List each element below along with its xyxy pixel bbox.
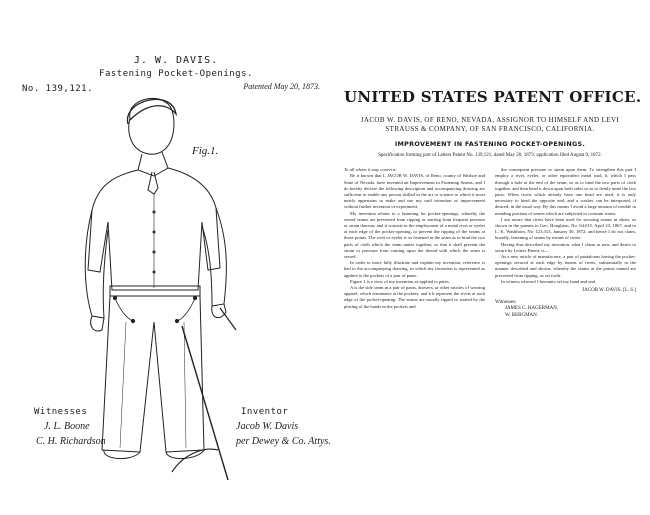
witnesses-heading: Witnesses: [34, 407, 88, 417]
inventor-heading: Inventor: [241, 407, 289, 417]
rivet: [175, 319, 178, 322]
rivet: [131, 319, 134, 322]
inventor-signature-line: JACOB W. DAVIS. [L. S.]: [582, 288, 636, 294]
rivet: [193, 296, 196, 299]
paragraph: In order to more fully illustrate and explain my invention, reference is had to the accompanying drawing, in which my invention is represented as applied to the pockets of a pair of pants.: [344, 260, 485, 278]
scythe-handle: [182, 326, 228, 480]
drawing-patent-number: No. 139,121.: [22, 84, 94, 94]
improvement-title: IMPROVEMENT IN FASTENING POCKET-OPENINGS.: [394, 140, 586, 148]
pocket-opening-right: [176, 296, 196, 322]
paragraph: Having thus described my invention, what I claim as new, and desire to secure by Letters Patent, is—: [495, 241, 636, 253]
drawing-sheet: [22, 55, 330, 475]
paragraph: As a new article of manufacture, a pair of pantaloons having the pocket-openings secured at each edge by means of rivets, substantially in the manner described and shown, whereby the seams at the points named are prevented from ripping, as set forth.: [495, 254, 636, 278]
figure-label: Fig.1.: [192, 145, 219, 157]
paragraph: In witness whereof I hereunto set my hand and seal.: [501, 278, 597, 284]
drawing-title: Fastening Pocket-Openings.: [99, 69, 253, 79]
drawing-inventor-name: J. W. DAVIS.: [133, 55, 219, 66]
specification-reference: Specification forming part of Letters Patent No. 139,121, dated May 20, 1873; application filed August 9, 1872.: [378, 153, 602, 158]
witnesses-label: Witnesses:: [495, 300, 517, 306]
figure-left-hand: [91, 316, 104, 331]
witness-signature-2: C. H. Richardson: [36, 436, 106, 447]
pants-seam: [120, 322, 126, 448]
paragraph: A is the side seam in a pair of pants, drawers, or other articles of wearing apparel, which terminates at the pockets; and b b represent the rivets at each edge of the pocket-opening. The seams are usually ripped or started by the placing of the hands in the pockets and: [344, 285, 485, 309]
figure-collar: [138, 152, 168, 176]
specification-column-right: [495, 167, 636, 319]
salutation: To all whom it may concern:: [344, 167, 397, 173]
paragraph: Figure 1 is a view of my invention as applied to pants.: [350, 278, 450, 284]
waistband: [110, 286, 200, 296]
rivet: [113, 296, 116, 299]
paragraph: Be it known that I, JACOB W. DAVIS, of Reno, county of Washoe and State of Nevada, have invented an Improvement in Fastening Seams; and I do hereby declare the following description and accompanying drawing are sufficient to enable any person skilled in the art or science to which it most nearly appertains to make and use my said invention or improvement without further invention or experiment.: [344, 173, 485, 210]
pocket-opening-left: [114, 296, 134, 322]
scythe-blade: [172, 449, 218, 472]
specification-columns: [344, 167, 636, 319]
drawing-patent-date: Patented May 20, 1873.: [243, 82, 320, 91]
figure-hair: [128, 99, 176, 124]
paragraph: My invention relates to a fastening for pocket-openings, whereby the sewed seams are prevented from ripping or starting from frequent pressure or strain thereon; and it consists in the employment of a metal rivet or eyelet at each edge of the pocket-opening, to prevent the ripping of the seams at those points. The rivet or eyelet is so fastened in the seam as to bind the two parts of cloth which the seam unites together, so that it shall prevent the strain or pressure from coming upon the thread with which the seam is sewed.: [344, 210, 485, 260]
attorney-signature: per Dewey & Co. Attys.: [236, 436, 331, 447]
office-title: UNITED STATES PATENT OFFICE.: [344, 88, 642, 106]
figure-pants: [102, 296, 204, 452]
witness-name-2: W. BERGMAN.: [505, 312, 539, 318]
paragraph: the consequent pressure or strain upon them. To strengthen this part I employ a rivet, eyelet, or other equivalent metal stud, b, which I pass through a hole at the end of the seam, so as to bind the two parts of cloth together, and then head it down upon both sides so as to firmly unite the two parts. When rivets which already have one head are used, it is only necessary to head the opposite end, and a washer can be interposed, if desired, in the usual way. By this means I avoid a large amount of trouble in mending portions of seams which are subjected to constant strain.: [495, 167, 636, 216]
inventor-signature: Jacob W. Davis: [236, 421, 299, 432]
pants-seam: [184, 322, 186, 448]
specification-page: [344, 88, 642, 319]
scythe-grip: [220, 308, 236, 330]
witness-signature-1: J. L. Boone: [44, 421, 90, 432]
witness-name-1: JAMES C. HAGERMAN,: [505, 306, 559, 312]
paragraph: I am aware that rivets have been used for securing seams in shoes, as shown in the patents to Geo. Houghton, No. 64,015, April 23, 1867, and to L. K. Washburn, No. 123,313, January 30, 1872; and hence I do not claim, broadly, fastening of seams by means of rivets.: [495, 216, 636, 241]
figure-right-arm: [202, 208, 226, 306]
specification-column-left: [344, 167, 485, 319]
assignment-line: JACOB W. DAVIS, OF RENO, NEVADA, ASSIGNOR TO HIMSELF AND LEVI STRAUSS & COMPANY, OF SAN FRANCISCO, CALIFORNIA.: [360, 116, 620, 133]
